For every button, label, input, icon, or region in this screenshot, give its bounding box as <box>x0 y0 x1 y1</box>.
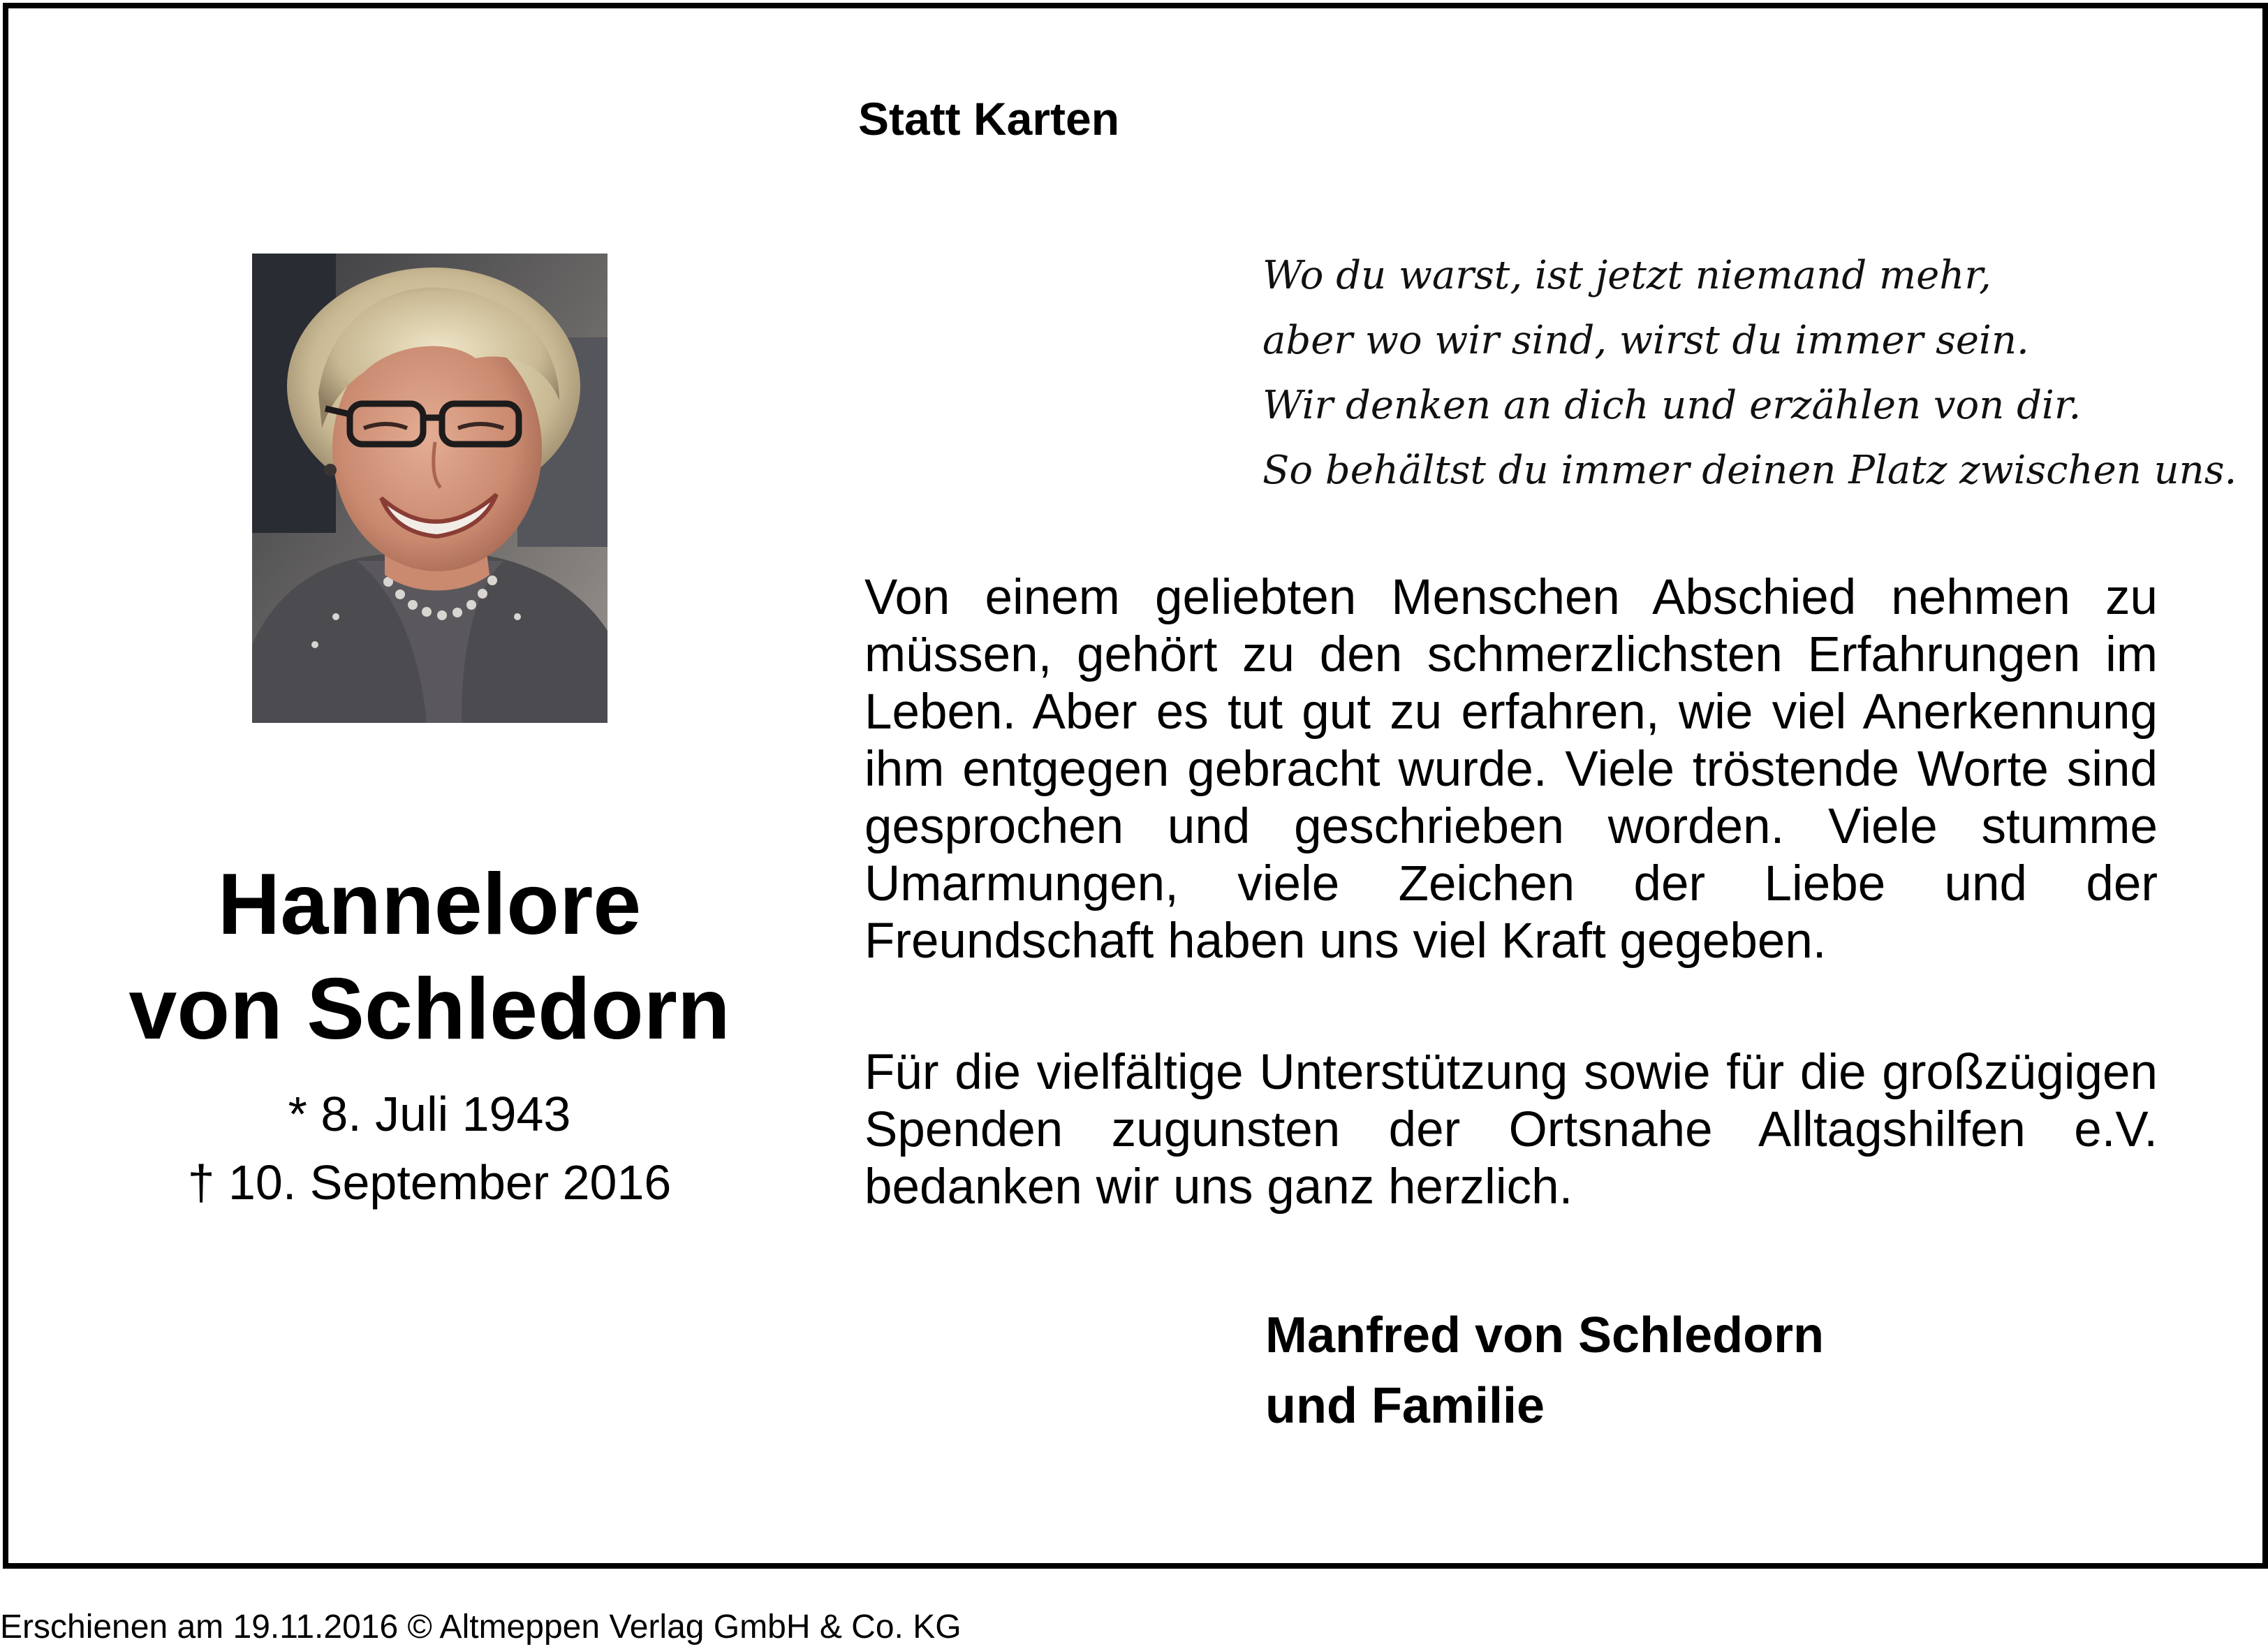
poem-line: Wo du warst, ist jetzt niemand mehr, <box>1262 253 1991 298</box>
signature-name: Manfred von Schledorn <box>1265 1307 1825 1363</box>
poem-line: So behältst du immer deinen Platz zwischen uns. <box>1262 448 2237 493</box>
thanks-paragraph-1: Von einem geliebten Menschen Abschied nehmen zu müssen, gehört zu den schmerzlichsten Erfahrungen im Leben. Aber es tut gut zu erfahren, wie viel Anerkennung ihm entgegen gebracht wurde. Viele tröstende Worte sind gesprochen und geschrieben worden. Viele stumme Umarmungen, viele Zeichen der Liebe und der Freundschaft haben uns viel Kraft gegeben. <box>864 570 2158 969</box>
poem <box>1262 243 2237 503</box>
birth-date: * 8. Juli 1943 <box>288 1087 571 1141</box>
publication-footer: Erschienen am 19.11.2016 © Altmeppen Verlag GmbH & Co. KG <box>0 1608 962 1646</box>
portrait-photo <box>252 254 608 723</box>
signature-family: und Familie <box>1265 1378 1545 1434</box>
thanks-paragraph-2: Für die vielfältige Unterstützung sowie für die großzügigen Spenden zugunsten der Ortsnahe Alltagshilfen e.V. bedanken wir uns ganz herzlich. <box>864 1045 2158 1215</box>
notice-header: Statt Karten <box>858 93 1120 145</box>
poem-line: Wir denken an dich und erzählen von dir. <box>1262 383 2082 428</box>
deceased-first-name: Hannelore <box>217 856 642 953</box>
death-date: † 10. September 2016 <box>187 1155 672 1210</box>
poem-line: aber wo wir sind, wirst du immer sein. <box>1262 318 2029 363</box>
deceased-last-name: von Schledorn <box>128 961 730 1057</box>
